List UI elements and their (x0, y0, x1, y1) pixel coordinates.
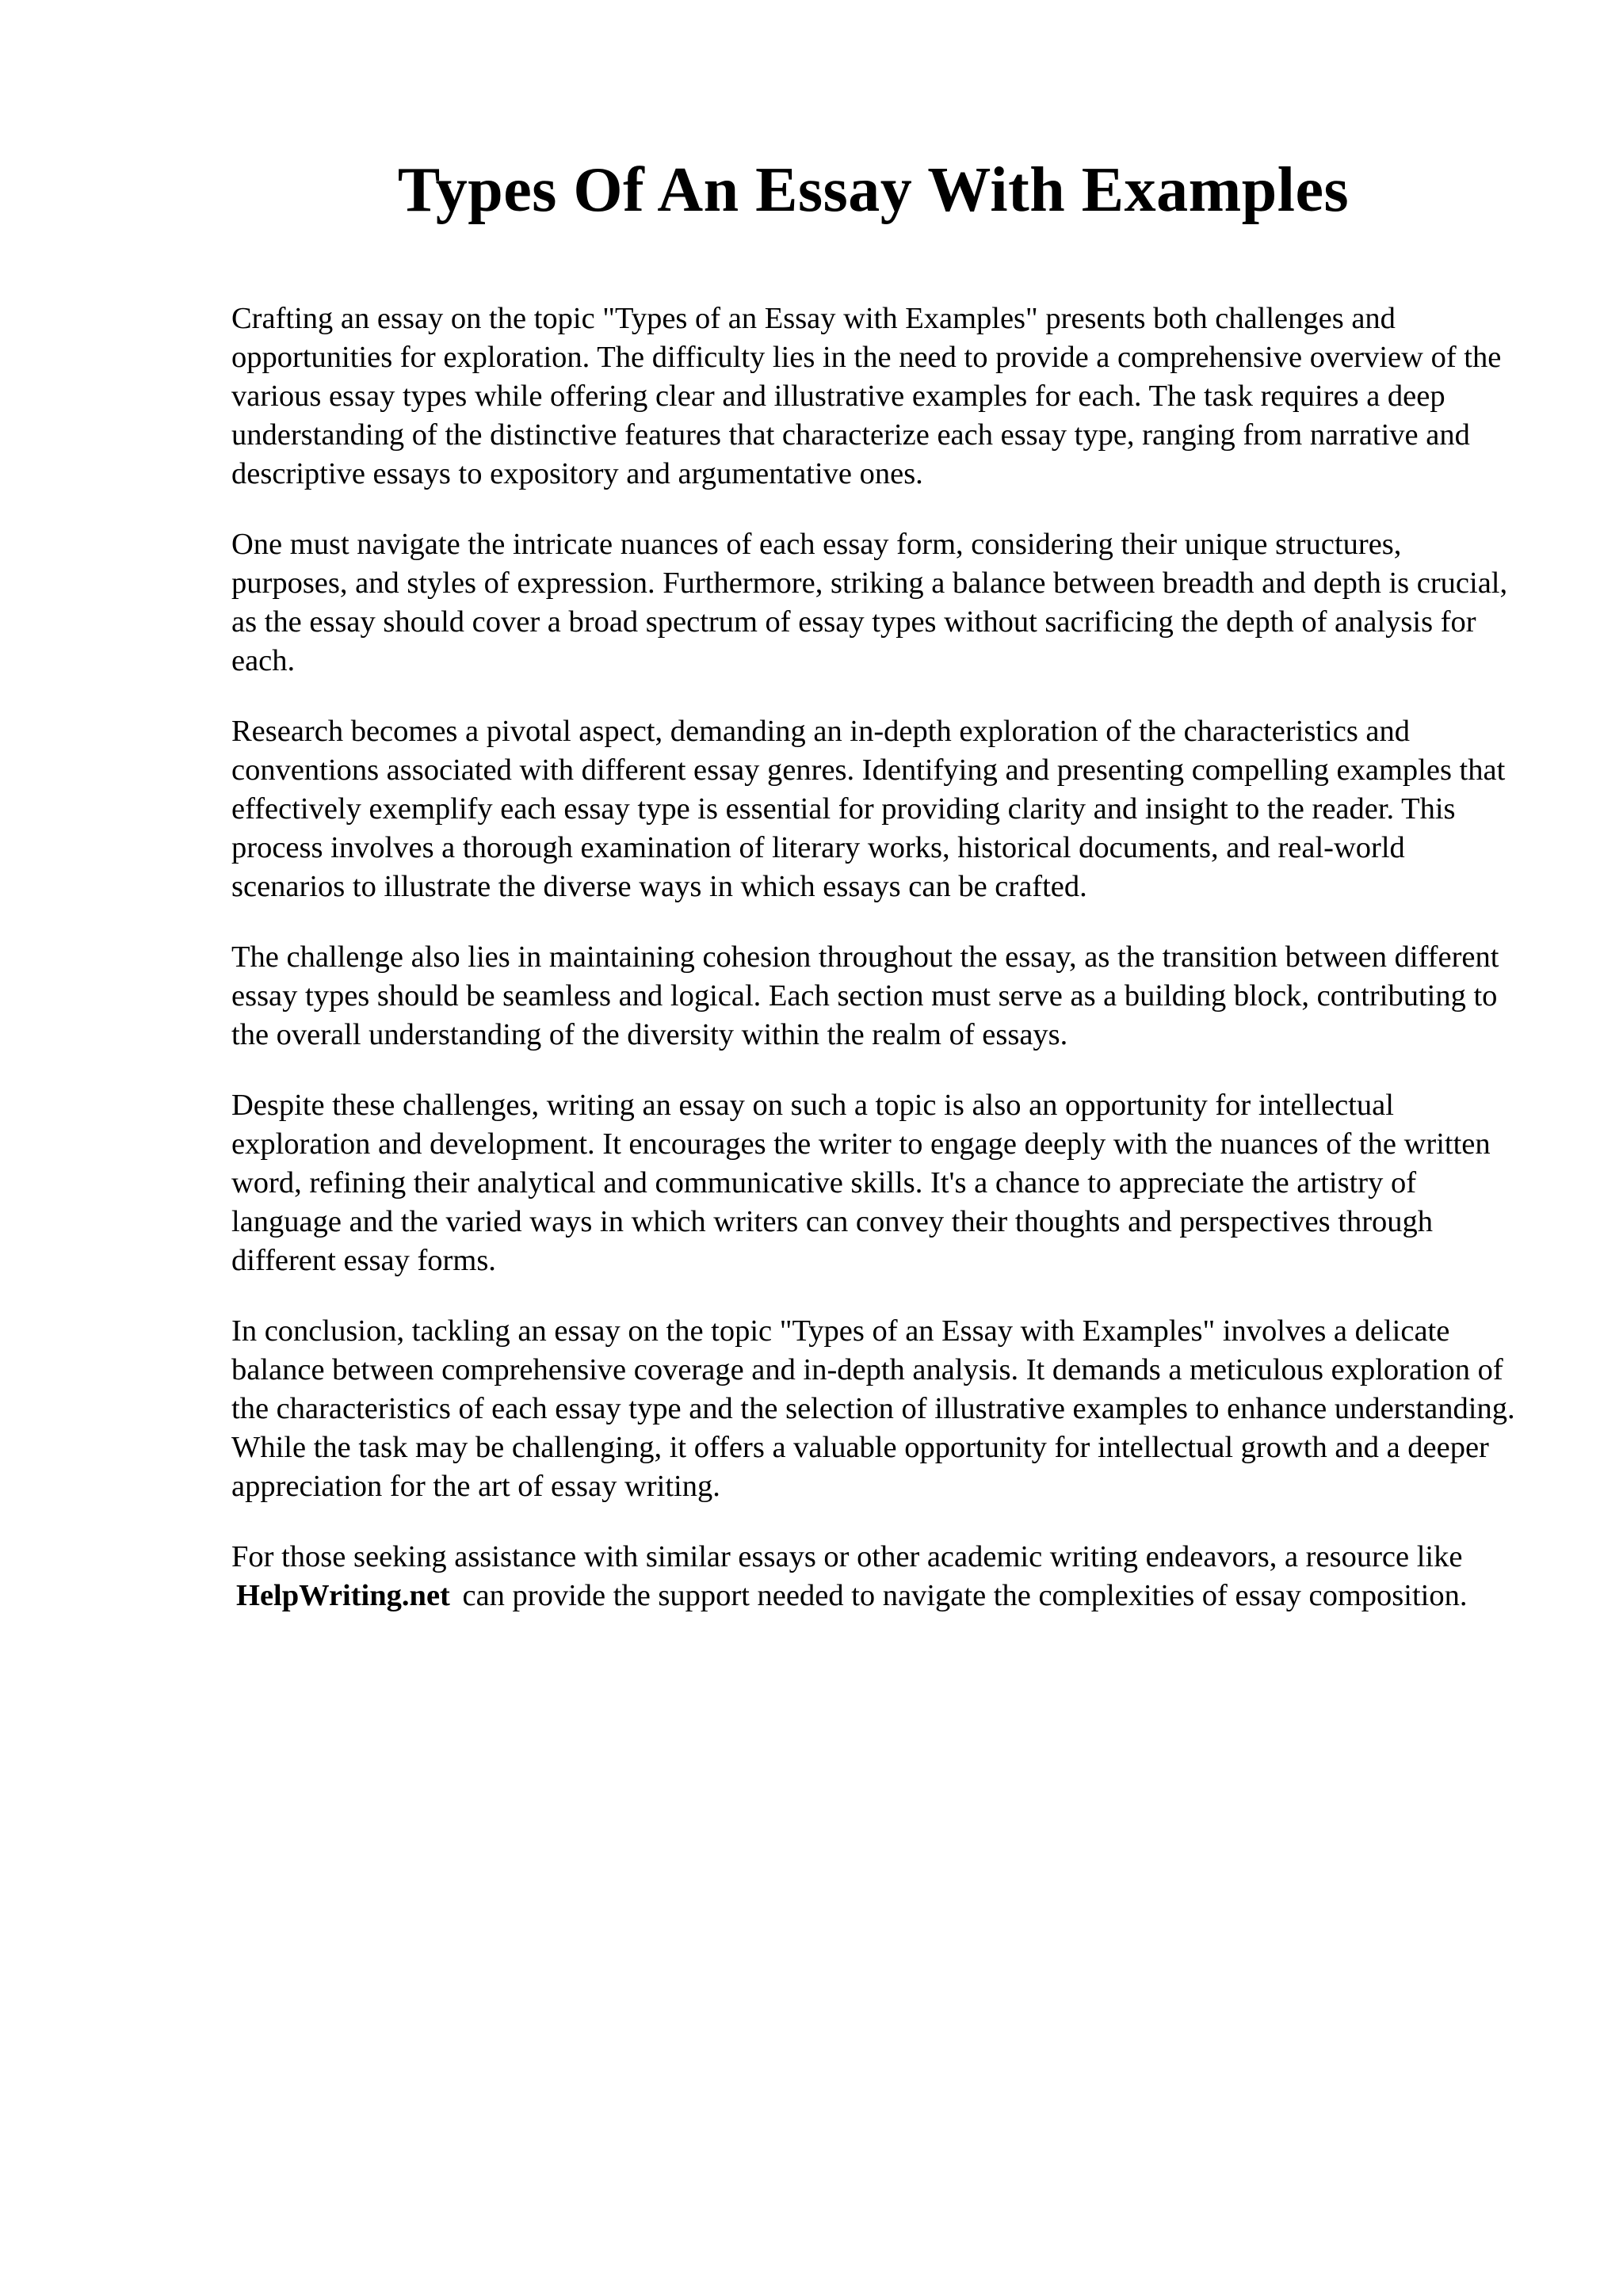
paragraph-3: Research becomes a pivotal aspect, demanding an in-depth exploration of the characteristics and conventions associated with different essay genres. Identifying and presenting compelling examples that effectively exemplify each essay type is essential for providing clarity and insight to the reader. This process involves a thorough examination of literary works, historical documents, and real-world scenarios to illustrate the diverse ways in which essays can be crafted. (231, 715, 1506, 903)
paragraph-5: Despite these challenges, writing an essay on such a topic is also an opportunity for intellectual exploration and development. It encourages the writer to engage deeply with the nuances of the written word, refining their analytical and communicative skills. It's a chance to appreciate the artistry of language and the varied ways in which writers can convey their thoughts and perspectives through different essay forms. (231, 1089, 1491, 1277)
closing-text-before: For those seeking assistance with similar essays or other academic writing endeavors, a resource like (231, 1540, 1463, 1573)
paragraph-1: Crafting an essay on the topic "Types of an Essay with Examples" presents both challenges and opportunities for exploration. The difficulty lies in the need to provide a comprehensive overview of the various essay types while offering clear and illustrative examples for each. The task requires a deep understanding of the distinctive features that characterize each essay type, ranging from narrative and descriptive essays to expository and argumentative ones. (231, 302, 1502, 490)
paragraph-2: One must navigate the intricate nuances of each essay form, considering their unique structures, purposes, and styles of expression. Furthermore, striking a balance between breadth and depth is crucial, as the essay should cover a broad spectrum of essay types without sacrificing the depth of analysis for each. (231, 528, 1508, 677)
document-body (231, 299, 1515, 1647)
closing-text-after: can provide the support needed to navigate the complexities of essay composition. (462, 1579, 1468, 1612)
paragraph-6: In conclusion, tackling an essay on the topic "Types of an Essay with Examples" involves a delicate balance between comprehensive coverage and in-depth analysis. It demands a meticulous exploration of the characteristics of each essay type and the selection of illustrative examples to enhance understanding. While the task may be challenging, it offers a valuable opportunity for intellectual growth and a deeper appreciation for the art of essay writing. (231, 1314, 1515, 1503)
page-title: Types Of An Essay With Examples (397, 155, 1350, 225)
closing-paragraph (231, 1538, 1515, 1615)
paragraph-4: The challenge also lies in maintaining cohesion throughout the essay, as the transition between different essay types should be seamless and logical. Each section must serve as a building block, contributing to the overall understanding of the diversity within the realm of essays. (231, 940, 1499, 1051)
brand-link[interactable]: HelpWriting.net (236, 1579, 450, 1612)
